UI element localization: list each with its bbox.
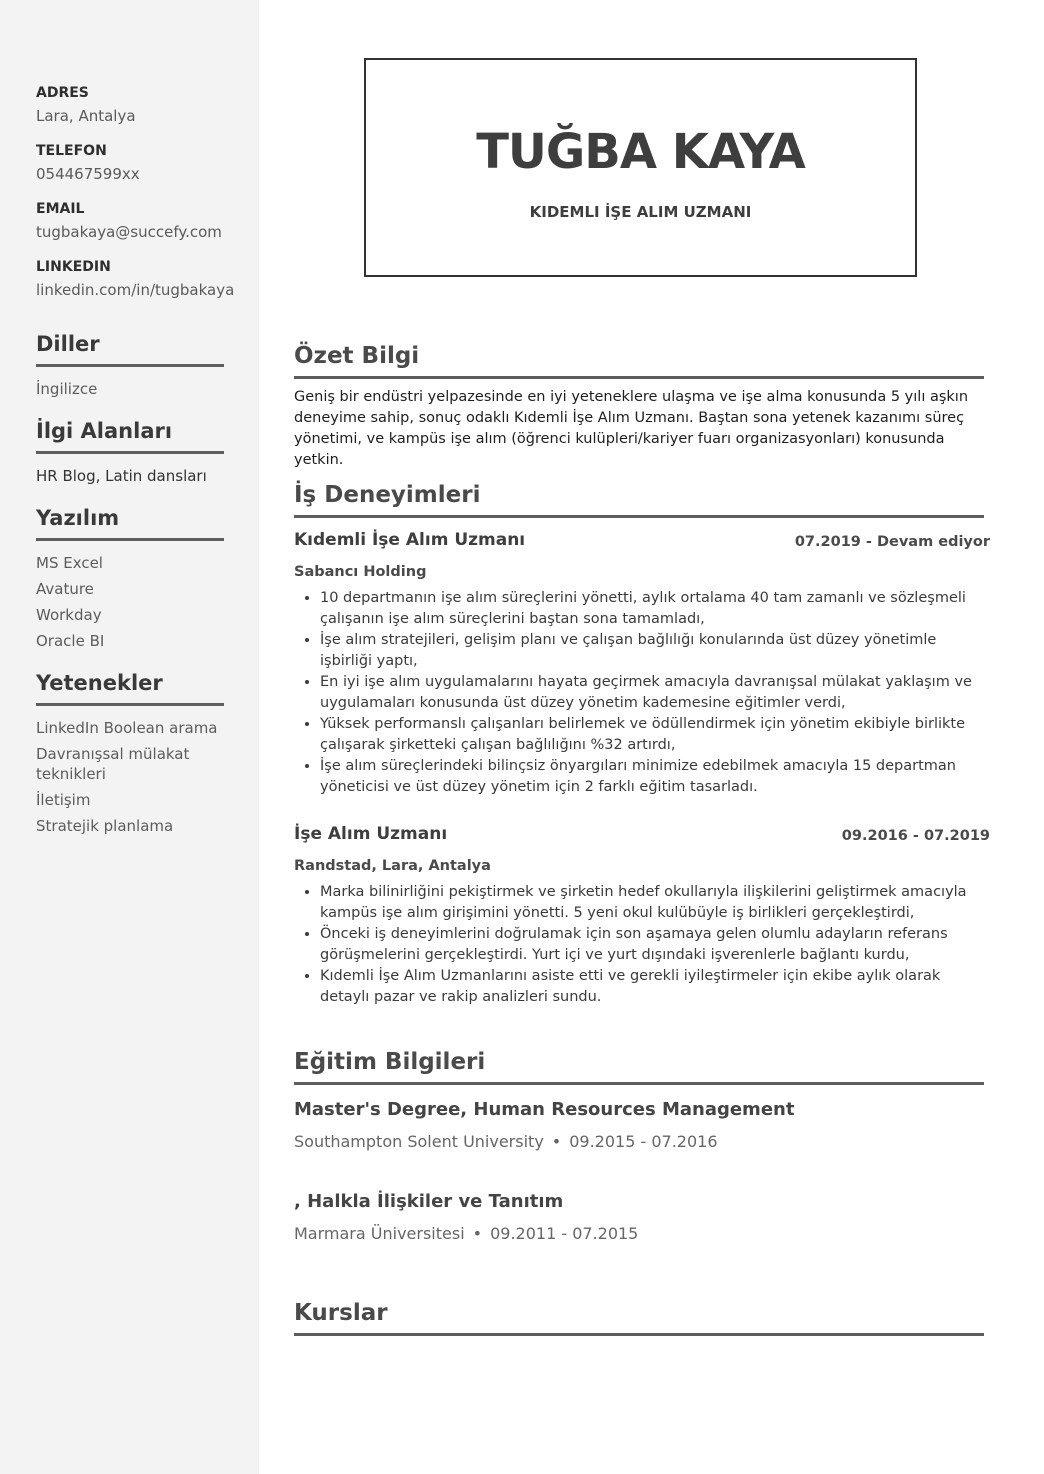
- interest-item: HR Blog, Latin dansları: [36, 467, 207, 485]
- job-entry: [294, 528, 990, 798]
- contact-value: tugbakaya@succefy.com: [36, 223, 222, 241]
- education-entry: [294, 1189, 984, 1245]
- languages-list: [36, 379, 224, 399]
- job-bullet: • Önceki iş deneyimlerini doğrulamak için son aşamaya gelen olumlu adayların referans görüşmelerini gerçekleştirdi. Yurt içi ve yurt dışındaki işverenlerle bağlantı kurdu,: [320, 924, 984, 966]
- summary-heading: Özet Bilgi: [294, 340, 984, 379]
- job-entry: [294, 822, 990, 1008]
- experience-heading: İş Deneyimleri: [294, 479, 984, 518]
- job-company: Randstad, Lara, Antalya: [294, 858, 491, 874]
- contact-phone: [36, 142, 224, 184]
- person-title: KIDEMLI İŞE ALIM UZMANI: [529, 203, 752, 221]
- software-list: [36, 553, 224, 651]
- software-item: MS Excel: [36, 554, 103, 572]
- skill-item: Davranışsal mülakat teknikleri: [36, 745, 190, 783]
- courses-section: [294, 1297, 984, 1336]
- skills-heading: Yetenekler: [36, 669, 224, 706]
- job-bullet: • İşe alım süreçlerindeki bilinçsiz önyargıları minimize edebilmek amacıyla 15 departman yöneticisi ve üst düzey yönetim için 2 farklı eğitim tasarladı.: [320, 756, 984, 798]
- contact-label: LINKEDIN: [36, 259, 111, 275]
- skills-list: [36, 718, 224, 836]
- job-bullet: • Yüksek performanslı çalışanları belirlemek ve ödüllendirmek için yönetim ekibiyle birlikte çalışarak şirketteki çalışan bağlılığını %32 artırdı,: [320, 714, 984, 756]
- job-date: 07.2019 - Devam ediyor: [794, 534, 990, 550]
- interests-list: [36, 466, 224, 486]
- skill-item: Stratejik planlama: [36, 817, 174, 835]
- contact-value: linkedin.com/in/tugbakaya: [36, 281, 235, 299]
- main-content: [294, 340, 990, 1336]
- software-item: Oracle BI: [36, 632, 105, 650]
- contact-value: Lara, Antalya: [36, 107, 136, 125]
- education-details: [294, 1131, 984, 1153]
- skill-item: İletişim: [36, 791, 91, 809]
- contact-label: ADRES: [36, 85, 89, 101]
- software-item: Workday: [36, 606, 102, 624]
- contact-email: [36, 200, 224, 242]
- job-bullet: • En iyi işe alım uygulamalarını hayata geçirmek amacıyla davranışsal mülakat yaklaşım ve uygulamaları konusunda üst düzey yönetim kademesine eğitimler verdi,: [320, 672, 984, 714]
- education-details: [294, 1223, 984, 1245]
- contact-linkedin: [36, 258, 235, 300]
- job-title: Kıdemli İşe Alım Uzmanı: [294, 530, 526, 550]
- education-section: [294, 1046, 984, 1245]
- separator-dot: •: [551, 1132, 562, 1151]
- contact-address: [36, 84, 224, 126]
- interests-heading: İlgi Alanları: [36, 417, 224, 454]
- courses-heading: Kurslar: [294, 1297, 984, 1336]
- job-title: İşe Alım Uzmanı: [294, 824, 448, 844]
- education-heading: Eğitim Bilgileri: [294, 1046, 984, 1085]
- experience-section: [294, 479, 990, 1008]
- separator-dot: •: [472, 1224, 483, 1243]
- education-title: , Halkla İlişkiler ve Tanıtım: [294, 1191, 564, 1212]
- software-item: Avature: [36, 580, 94, 598]
- contact-value: 054467599xx: [36, 165, 140, 183]
- languages-heading: Diller: [36, 330, 224, 367]
- software-heading: Yazılım: [36, 504, 224, 541]
- education-school: Marmara Üniversitesi: [294, 1224, 465, 1243]
- summary-text: Geniş bir endüstri yelpazesinde en iyi yeteneklere ulaşma ve işe alma konusunda 5 yılı aşkın deneyime sahip, sonuç odaklı Kıdemli İşe Alım Uzmanı. Baştan sona yetenek kazanımı süreç yönetimi, ve kampüs işe alım (öğrenci kulüpleri/kariyer fuarı organizasyonları) konusunda yetkin.: [294, 389, 969, 468]
- sidebar-content: [36, 84, 235, 854]
- education-school: Southampton Solent University: [294, 1132, 544, 1151]
- job-bullet: • Kıdemli İşe Alım Uzmanlarını asiste etti ve gerekli iyileştirmeler için ekibe aylık olarak detaylı pazar ve rakip analizleri sundu.: [320, 966, 984, 1008]
- education-dates: 09.2015 - 07.2016: [569, 1132, 718, 1151]
- sidebar: [0, 0, 259, 1474]
- job-bullet: • İşe alım stratejileri, gelişim planı ve çalışan bağlılığı konularında üst düzey yönetimle işbirliği yaptı,: [320, 630, 984, 672]
- education-title: Master's Degree, Human Resources Management: [294, 1099, 795, 1120]
- job-bullet: • Marka bilinirliğini pekiştirmek ve şirketin hedef okullarıyla ilişkilerini geliştirmek amacıyla kampüs işe alım girişimini yönetti. 5 yeni okul kulübüyle iş birlikleri gerçekleştirdi,: [320, 882, 984, 924]
- person-name: TUĞBA KAYA: [476, 124, 805, 180]
- education-entry: [294, 1097, 984, 1153]
- contact-label: TELEFON: [36, 143, 107, 159]
- job-bullet: • 10 departmanın işe alım süreçlerini yönetti, aylık ortalama 40 tam zamanlı ve sözleşmeli çalışanın işe alım süreçlerini baştan sona tamamladı,: [320, 588, 984, 630]
- job-company: Sabancı Holding: [294, 564, 427, 580]
- job-header: [294, 528, 990, 556]
- job-bullets: [294, 588, 984, 798]
- header-box: [364, 58, 917, 277]
- contact-label: EMAIL: [36, 201, 85, 217]
- skill-item: LinkedIn Boolean arama: [36, 719, 218, 737]
- job-header: [294, 822, 990, 850]
- education-dates: 09.2011 - 07.2015: [490, 1224, 639, 1243]
- language-item: İngilizce: [36, 380, 98, 398]
- job-date: 09.2016 - 07.2019: [841, 828, 990, 844]
- job-bullets: [294, 882, 984, 1008]
- summary-section: [294, 340, 984, 471]
